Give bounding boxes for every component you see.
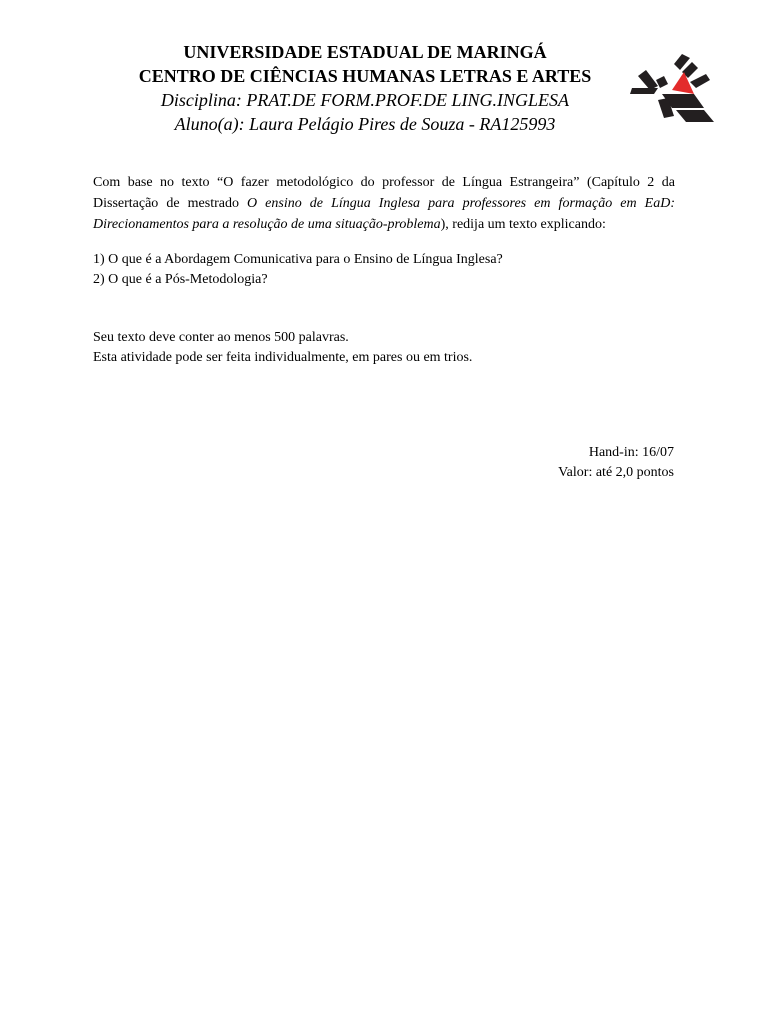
assignment-notes: [93, 328, 472, 368]
assignment-prompt: [93, 172, 675, 235]
word-count-note: Seu texto deve conter ao menos 500 palavras.: [93, 330, 349, 345]
question-item: 1) O que é a Abordagem Comunicativa para o Ensino de Língua Inglesa?: [93, 252, 503, 267]
student-line: Aluno(a): Laura Pelágio Pires de Souza - RA125993: [174, 114, 556, 134]
prompt-intro: Com base no texto “O fazer metodológico do professor de Língua Estrangeira” (Capítulo 2 da Dissertação de mestrado: [93, 175, 675, 211]
group-note: Esta atividade pode ser feita individualmente, em pares ou em trios.: [93, 350, 473, 365]
dissertation-title: O ensino de Língua Inglesa para professores em formação em EaD: Direcionamentos para a resolução de uma situação-problema: [93, 196, 675, 232]
prompt-outro: ), redija um texto explicando:: [440, 217, 606, 232]
hand-in-date: Hand-in: 16/07: [588, 445, 674, 460]
question-item: 2) O que é a Pós-Metodologia?: [93, 272, 268, 287]
question-list: [93, 250, 503, 290]
assignment-footer: [558, 443, 674, 483]
uem-logo-icon: [628, 46, 720, 128]
discipline-line: Disciplina: PRAT.DE FORM.PROF.DE LING.INGLESA: [160, 90, 570, 110]
center-name: CENTRO DE CIÊNCIAS HUMANAS LETRAS E ARTES: [138, 66, 592, 86]
document-header: [90, 40, 640, 136]
points-value: Valor: até 2,0 pontos: [558, 465, 674, 480]
university-name: UNIVERSIDADE ESTADUAL DE MARINGÁ: [183, 42, 547, 62]
